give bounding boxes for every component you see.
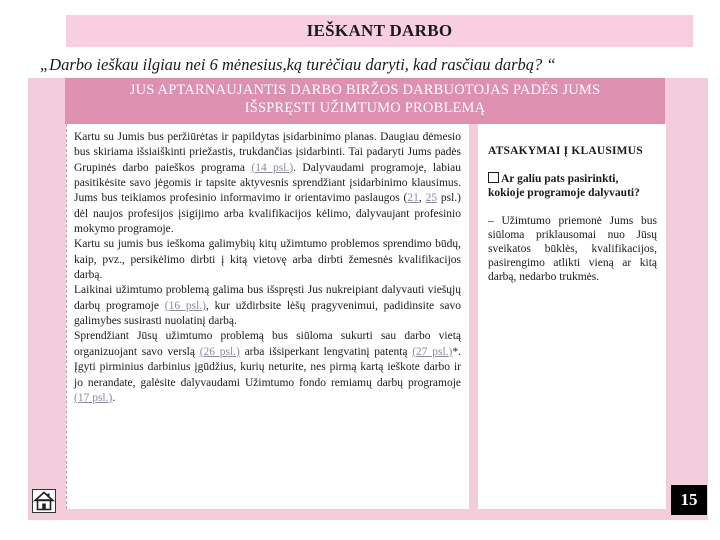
link-page-16[interactable]: (16 psl.) [164,299,206,312]
faq-question [488,172,657,200]
faq-answer: – Užimtumo priemonė Jums bus siūloma priklausomai nuo Jūsų sveikatos būklės, kvalifikacijos, pasirengimo atlikti vieną ar kitą darbą, nedarbo trukmės. [488,215,657,283]
faq-panel [478,124,666,509]
faq-heading: ATSAKYMAI Į KLAUSIMUS [488,145,643,157]
text-span: , [418,192,426,205]
faq-question-text: Ar galiu pats pasirinkti, kokioje programoje dalyvauti? [488,173,640,199]
text-span: psl.) dėl naujos profesijos įsigijimo arba kvalifikacijos kėlimo, dalyvaujant profesinio mokymo programoje. [74,192,462,236]
text-span: , kur uždirbsite lėšų pragyvenimui, padidinsite savo galimybes susirasti nuolatinį darbą. [74,299,461,328]
page-title: IEŠKANT DARBO [306,21,453,40]
banner-line-2: IŠSPRĘSTI UŽIMTUMO PROBLEMĄ [244,100,486,116]
home-icon [32,489,56,513]
text-span: arba išsiperkant lengvatinį patentą [239,345,413,358]
link-page-14[interactable]: (14 psl.) [251,161,294,174]
link-page-26[interactable]: (26 psl.) [199,345,240,358]
text-span: Kartu su Jumis bus peržiūrėtas ir papildytas įsidarbinimo planas. Daugiau dėmesio bus skiriama išsiaiškinti priežastis, trukdančias įsidarbinti. Tai padaryti Jums padės Grupinės darbo paieškos programa [74,131,461,174]
link-page-25[interactable]: 25 [425,192,438,205]
link-page-17[interactable]: (17 psl.) [74,391,113,404]
text-span: . Dalyvaudami programoje, labiau pasitikėsite savo jėgomis ir tapsite aktyvesnis sprendžiant įsidarbinimo klausimus. Jums bus teikiamos profesinio informavimo ir orientavimo paslaugos ( [74,161,461,205]
banner-line-1: JUS APTARNAUJANTIS DARBO BIRŽOS DARBUOTOJAS PADĖS JUMS [129,82,601,98]
text-span: . [112,391,116,404]
page-title-bar [66,15,693,47]
banner [65,78,665,124]
text-span: Sprendžiant Jūsų užimtumo problemą bus siūloma sukurti sau darbo vietą organizuojant savo verslą [74,330,461,358]
question-quote: „Darbo ieškau ilgiau nei 6 mėnesius,ką turėčiau daryti, kad rasčiau darbą? “ [40,55,556,74]
checkbox-bullet-icon [488,172,499,183]
paragraph-public-works [74,283,461,329]
link-page-27[interactable]: (27 psl.) [412,345,453,358]
paragraph-plan [74,130,461,237]
paragraph-own-business [74,329,461,406]
paragraph-alternatives: Kartu su jumis bus ieškoma galimybių kitų užimtumo problemos sprendimo būdų, kaip, pvz., persikėlimo dirbti į kitą vietovę arba dirbti žemesnės kvalifikacijos darbą. [74,238,461,282]
text-span: Laikinai užimtumo problemą galima bus išspręsti Jus nukreipiant dalyvauti viešųjų darbų programoje [74,284,461,312]
text-span: *. Įgyti pirminius darbinius įgūdžius, kurių neturite, nes pirmą kartą ieškote darbo ir jo nerandate, galėsite dalyvaudami Užimtumo fondo remiamų darbų programoje [74,345,461,389]
page-number: 15 [671,485,707,515]
main-text-panel [66,124,469,509]
home-button[interactable] [32,489,56,513]
link-page-21[interactable]: 21 [407,192,419,205]
